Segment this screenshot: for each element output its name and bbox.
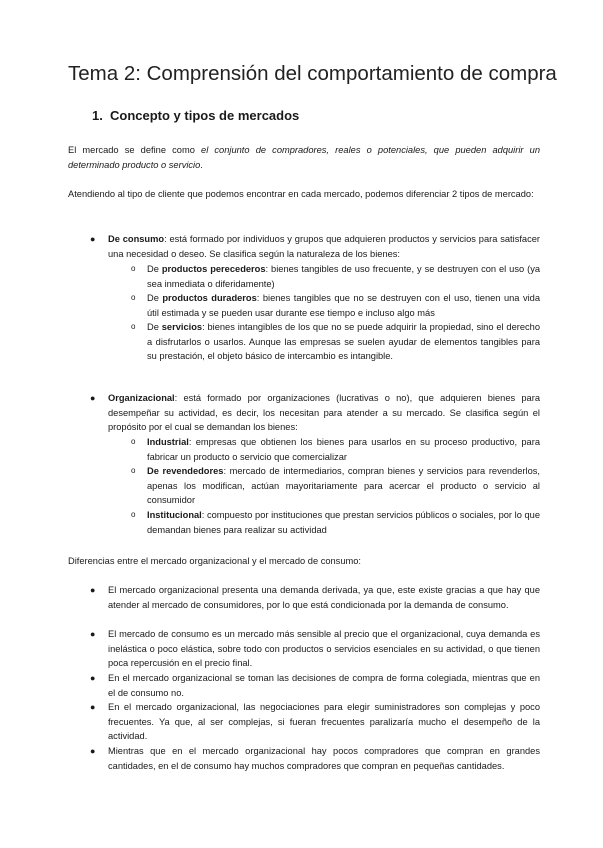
- item-text: : bienes intangibles de los que no se puede adquirir la propiedad, sino el derecho a disfrutarlos o usarlos. Aunque las empresas se suelen ayudar de elementos tangibles para su prestación, el objeto básico de intercambio es intangible.: [147, 322, 540, 362]
- definition-post: .: [200, 159, 203, 170]
- circle-bullet-icon: o: [131, 293, 136, 302]
- bullet-icon: ●: [90, 673, 96, 683]
- circle-bullet-icon: o: [131, 437, 136, 446]
- bullet-icon: ●: [90, 393, 96, 403]
- item-text: : bienes tangibles que no se destruyen con el uso, tienen una vida útil estimada y se pueden usar durante ese tiempo e incluso algo más: [147, 293, 540, 318]
- organizacional-term: Organizacional: [108, 393, 175, 403]
- circle-bullet-icon: o: [131, 466, 136, 475]
- difference-item-5: Mientras que en el mercado organizacional hay pocos compradores que compran en grandes cantidades, en el de consumo hay muchos compradores que compran en pequeñas cantidades.: [108, 746, 540, 771]
- item-pre: De: [147, 322, 162, 332]
- organizacional-item-3: [147, 508, 540, 537]
- bullet-icon: ●: [90, 702, 96, 712]
- definition-paragraph: [68, 143, 540, 172]
- difference-item-4: En el mercado organizacional, las negociaciones para elegir suministradores son complejas y poco frecuentes. Ya que, al ser complejas, si fueran frecuentes paralizaría mucho el desempeño de la actividad.: [108, 702, 540, 742]
- consumo-item-3: [147, 320, 540, 364]
- item-pre: De: [147, 293, 163, 303]
- difference-item-1: El mercado organizacional presenta una demanda derivada, ya que, este existe gracias a que hay que atender al mercado de consumidores, por lo que está condicionada por la demanda de consumo.: [108, 585, 540, 610]
- item-pre: De: [147, 264, 162, 274]
- section-label: Concepto y tipos de mercados: [110, 108, 300, 123]
- page-title: Tema 2: Comprensión del comportamiento de compra: [68, 62, 557, 85]
- definition-italic: el conjunto de compradores, reales o potenciales, que pueden adquirir un determinado producto o servicio: [68, 145, 540, 170]
- section-heading: [92, 108, 299, 123]
- item-text: : mercado de intermediarios, compran bienes y servicios para revenderlos, apenas los modifican, actúan mayoritariamente para acercar el producto o servicio al consumidor: [147, 466, 540, 506]
- item-term: productos duraderos: [162, 293, 257, 303]
- organizacional-text: : está formado por organizaciones (lucrativas o no), que adquieren bienes para desempeñar su actividad, es decir, los necesitan para atender a su mercado. Se clasifica según el propósito por el cual se demandan los bienes:: [108, 393, 540, 433]
- item-term: De revendedores: [147, 466, 224, 476]
- item-term: Institucional: [147, 510, 202, 520]
- item-text: : compuesto por instituciones que prestan servicios públicos o sociales, por lo que demandan bienes para realizar su actividad: [147, 510, 540, 535]
- consumo-bullet: [108, 232, 540, 261]
- item-term: Industrial: [147, 437, 189, 447]
- organizacional-item-2: [147, 464, 540, 508]
- item-term: productos perecederos: [161, 264, 266, 274]
- consumo-item-2: [147, 291, 540, 320]
- organizacional-item-1: [147, 435, 540, 464]
- bullet-icon: ●: [90, 585, 96, 595]
- item-text: : empresas que obtienen los bienes para usarlos en su proceso productivo, para fabricar un producto o servicio que comercializar: [147, 437, 540, 462]
- circle-bullet-icon: o: [131, 264, 136, 273]
- consumo-item-1: [147, 262, 540, 291]
- definition-pre: El mercado se define como: [68, 145, 202, 155]
- difference-item-3: En el mercado organizacional se toman las decisiones de compra de forma colegiada, mientras que en el de consumo no.: [108, 673, 540, 698]
- bullet-icon: ●: [90, 234, 96, 244]
- item-text: : bienes tangibles de uso frecuente, y se destruyen con el uso (ya sea inmediata o diferidamente): [147, 264, 541, 289]
- intro-paragraph: Atendiendo al tipo de cliente que podemos encontrar en cada mercado, podemos diferenciar 2 tipos de mercado:: [68, 189, 534, 199]
- difference-item-2: El mercado de consumo es un mercado más sensible al precio que el organizacional, cuya demanda es inelástica o poco elástica, sobre todo con productos o servicios esenciales en su actividad, o que tienen poca repercusión en el precio final.: [108, 629, 540, 669]
- consumo-text: : está formado por individuos y grupos que adquieren productos y servicios para satisfacer una necesidad o deseo. Se clasifica según la naturaleza de los bienes:: [108, 234, 541, 259]
- organizacional-bullet: [108, 391, 540, 435]
- consumo-term: De consumo: [108, 234, 165, 244]
- section-number: 1.: [92, 108, 103, 123]
- differences-title: Diferencias entre el mercado organizacional y el mercado de consumo:: [68, 556, 362, 566]
- bullet-icon: ●: [90, 746, 96, 756]
- bullet-icon: ●: [90, 629, 96, 639]
- circle-bullet-icon: o: [131, 510, 136, 519]
- circle-bullet-icon: o: [131, 322, 136, 331]
- item-term: servicios: [161, 322, 203, 332]
